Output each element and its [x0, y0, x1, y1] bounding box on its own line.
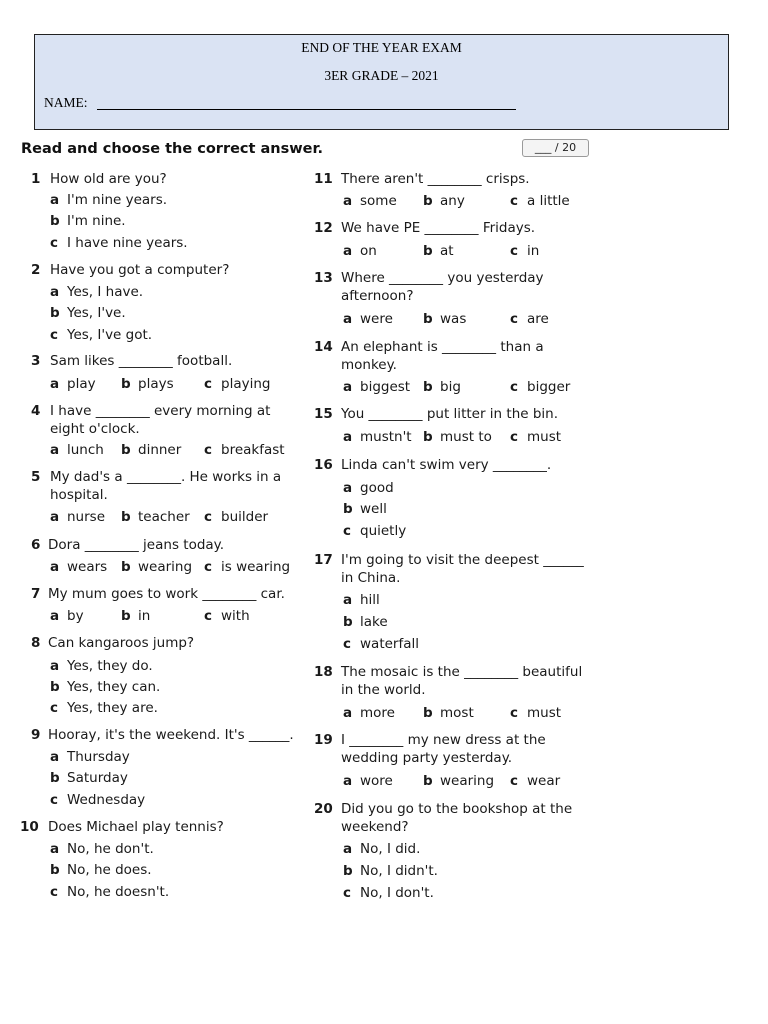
- question-text: weekend?: [341, 819, 409, 835]
- answer-option-b[interactable]: [50, 678, 160, 696]
- answer-option-a[interactable]: [343, 704, 395, 722]
- question-text: monkey.: [341, 357, 397, 373]
- option-letter: a: [343, 705, 353, 721]
- answer-option-b[interactable]: [343, 862, 438, 880]
- question-text: hospital.: [50, 487, 108, 503]
- option-letter: a: [50, 442, 60, 458]
- question-text: The mosaic is the ________ beautiful: [341, 664, 583, 680]
- option-letter: a: [343, 841, 353, 857]
- question-number: 18: [314, 664, 333, 680]
- option-letter: a: [50, 658, 60, 674]
- option-letter: c: [510, 243, 519, 259]
- answer-option-a[interactable]: [50, 375, 96, 393]
- answer-option-a[interactable]: [343, 378, 410, 396]
- question-number: 7: [31, 586, 41, 602]
- answer-option-b[interactable]: [423, 428, 492, 446]
- option-letter: a: [343, 773, 353, 789]
- question-text: I ________ my new dress at the: [341, 732, 546, 748]
- option-letter: c: [510, 705, 519, 721]
- answer-option-a[interactable]: [343, 192, 397, 210]
- option-text: wear: [527, 773, 561, 789]
- option-text: were: [360, 311, 393, 327]
- option-letter: a: [50, 376, 60, 392]
- option-text: No, he doesn't.: [67, 884, 170, 900]
- option-text: is wearing: [221, 559, 291, 575]
- answer-option-b[interactable]: [50, 769, 128, 787]
- option-text: nurse: [67, 509, 106, 525]
- option-text: teacher: [138, 509, 190, 525]
- option-letter: c: [343, 636, 352, 652]
- question-number: 1: [31, 171, 41, 187]
- option-letter: b: [50, 305, 60, 321]
- question-number: 10: [20, 819, 39, 835]
- answer-option-b[interactable]: [423, 772, 494, 790]
- option-text: No, I didn't.: [360, 863, 438, 879]
- option-letter: a: [343, 429, 353, 445]
- question-text: Hooray, it's the weekend. It's ______.: [48, 727, 294, 743]
- question-text: An elephant is ________ than a: [341, 339, 544, 355]
- answer-option-a[interactable]: [50, 191, 167, 209]
- question-text: My dad's a ________. He works in a: [50, 469, 282, 485]
- option-letter: b: [50, 862, 60, 878]
- option-letter: b: [121, 509, 131, 525]
- question-number: 2: [31, 262, 41, 278]
- question-text: wedding party yesterday.: [341, 750, 513, 766]
- option-letter: c: [50, 792, 59, 808]
- answer-option-c[interactable]: [343, 635, 419, 653]
- question-number: 14: [314, 339, 333, 355]
- option-text: mustn't: [360, 429, 412, 445]
- exam-header: [34, 34, 729, 130]
- option-letter: c: [343, 885, 352, 901]
- option-text: I'm nine.: [67, 213, 126, 229]
- answer-option-a[interactable]: [50, 558, 107, 576]
- option-letter: c: [510, 773, 519, 789]
- answer-option-c[interactable]: [510, 378, 570, 396]
- instruction-text: Read and choose the correct answer.: [21, 141, 324, 157]
- option-letter: b: [423, 193, 433, 209]
- option-text: big: [440, 379, 461, 395]
- option-text: Thursday: [67, 749, 130, 765]
- option-letter: a: [50, 284, 60, 300]
- option-letter: c: [50, 235, 59, 251]
- answer-option-c[interactable]: [204, 607, 250, 625]
- answer-option-c[interactable]: [50, 791, 145, 809]
- question-text: We have PE ________ Fridays.: [341, 220, 536, 236]
- option-text: Saturday: [67, 770, 128, 786]
- question-number: 15: [314, 406, 333, 422]
- question-text: Where ________ you yesterday: [341, 270, 544, 286]
- answer-option-b[interactable]: [50, 861, 152, 879]
- option-letter: b: [121, 559, 131, 575]
- option-text: hill: [360, 592, 380, 608]
- question-number: 11: [314, 171, 333, 187]
- option-letter: c: [204, 509, 213, 525]
- answer-option-a[interactable]: [50, 283, 143, 301]
- question-number: 13: [314, 270, 333, 286]
- option-text: Yes, I have.: [67, 284, 144, 300]
- question-number: 9: [31, 727, 41, 743]
- answer-option-b[interactable]: [121, 441, 181, 459]
- option-text: must to: [440, 429, 492, 445]
- answer-option-a[interactable]: [50, 508, 105, 526]
- option-letter: a: [50, 509, 60, 525]
- answer-option-c[interactable]: [50, 234, 188, 252]
- option-text: lunch: [67, 442, 104, 458]
- question-text: Does Michael play tennis?: [48, 819, 224, 835]
- option-letter: c: [510, 379, 519, 395]
- option-text: any: [440, 193, 465, 209]
- option-letter: b: [423, 429, 433, 445]
- option-text: wearing: [138, 559, 193, 575]
- answer-option-c[interactable]: [204, 558, 290, 576]
- question-number: 3: [31, 353, 41, 369]
- option-letter: c: [50, 700, 59, 716]
- question-text: Linda can't swim very ________.: [341, 457, 552, 473]
- option-text: Yes, I've got.: [67, 327, 153, 343]
- option-text: by: [67, 608, 84, 624]
- answer-option-b[interactable]: [343, 500, 387, 518]
- option-letter: c: [204, 608, 213, 624]
- option-text: waterfall: [360, 636, 419, 652]
- answer-option-c[interactable]: [50, 326, 152, 344]
- answer-option-b[interactable]: [423, 704, 474, 722]
- option-letter: b: [343, 863, 353, 879]
- option-text: wears: [67, 559, 108, 575]
- answer-option-b[interactable]: [121, 607, 150, 625]
- option-text: Yes, I've.: [67, 305, 126, 321]
- question-number: 6: [31, 537, 41, 553]
- answer-option-c[interactable]: [510, 428, 561, 446]
- option-text: good: [360, 480, 394, 496]
- option-letter: b: [343, 501, 353, 517]
- option-letter: a: [50, 749, 60, 765]
- option-text: in: [138, 608, 151, 624]
- option-text: builder: [221, 509, 269, 525]
- option-text: Yes, they are.: [67, 700, 158, 716]
- answer-option-c[interactable]: [50, 883, 169, 901]
- option-letter: c: [343, 523, 352, 539]
- option-letter: a: [50, 608, 60, 624]
- option-letter: b: [423, 705, 433, 721]
- option-letter: a: [343, 379, 353, 395]
- option-letter: b: [423, 773, 433, 789]
- exam-title: END OF THE YEAR EXAM: [301, 40, 462, 55]
- option-text: must: [527, 429, 562, 445]
- answer-option-b[interactable]: [423, 378, 461, 396]
- option-letter: a: [50, 192, 60, 208]
- answer-option-c[interactable]: [343, 884, 434, 902]
- question-number: 17: [314, 552, 333, 568]
- option-text: biggest: [360, 379, 411, 395]
- answer-option-c[interactable]: [204, 441, 285, 459]
- question-text: Sam likes ________ football.: [50, 353, 233, 369]
- option-text: dinner: [138, 442, 182, 458]
- option-text: on: [360, 243, 377, 259]
- question-text: I'm going to visit the deepest ______: [341, 552, 584, 568]
- answer-option-c[interactable]: [204, 508, 268, 526]
- name-field-line[interactable]: [97, 109, 516, 110]
- question-number: 8: [31, 635, 41, 651]
- option-text: well: [360, 501, 387, 517]
- answer-option-c[interactable]: [204, 375, 270, 393]
- answer-option-c[interactable]: [50, 699, 158, 717]
- option-text: I'm nine years.: [67, 192, 168, 208]
- option-text: some: [360, 193, 397, 209]
- answer-option-c[interactable]: [510, 192, 570, 210]
- option-letter: c: [510, 193, 519, 209]
- question-number: 5: [31, 469, 41, 485]
- option-text: Yes, they can.: [67, 679, 161, 695]
- answer-option-c[interactable]: [510, 310, 549, 328]
- answer-option-b[interactable]: [423, 242, 454, 260]
- answer-option-a[interactable]: [343, 840, 420, 858]
- option-text: are: [527, 311, 549, 327]
- option-letter: a: [343, 480, 353, 496]
- option-letter: a: [343, 243, 353, 259]
- option-letter: a: [343, 592, 353, 608]
- score-box: ___ / 20: [522, 139, 589, 157]
- option-text: No, he does.: [67, 862, 152, 878]
- question-text: There aren't ________ crisps.: [341, 171, 530, 187]
- option-text: breakfast: [221, 442, 285, 458]
- option-letter: b: [423, 379, 433, 395]
- name-label: NAME:: [44, 95, 88, 110]
- option-text: No, he don't.: [67, 841, 154, 857]
- answer-option-a[interactable]: [50, 607, 84, 625]
- answer-option-c[interactable]: [510, 772, 560, 790]
- option-letter: b: [50, 770, 60, 786]
- answer-option-a[interactable]: [343, 428, 412, 446]
- answer-option-a[interactable]: [343, 479, 394, 497]
- answer-option-a[interactable]: [343, 310, 393, 328]
- question-text: You ________ put litter in the bin.: [341, 406, 559, 422]
- option-letter: a: [50, 559, 60, 575]
- question-text: How old are you?: [50, 171, 167, 187]
- option-text: must: [527, 705, 562, 721]
- option-text: most: [440, 705, 474, 721]
- answer-option-a[interactable]: [50, 840, 154, 858]
- option-text: in: [527, 243, 540, 259]
- option-letter: c: [204, 376, 213, 392]
- question-text: Dora ________ jeans today.: [48, 537, 225, 553]
- option-text: with: [221, 608, 250, 624]
- option-letter: b: [50, 679, 60, 695]
- option-letter: a: [343, 311, 353, 327]
- question-number: 19: [314, 732, 333, 748]
- question-text: Have you got a computer?: [50, 262, 230, 278]
- answer-option-a[interactable]: [50, 657, 153, 675]
- option-letter: c: [510, 311, 519, 327]
- question-text: eight o'clock.: [50, 421, 140, 437]
- answer-option-a[interactable]: [343, 242, 377, 260]
- answer-option-b[interactable]: [423, 310, 466, 328]
- option-text: plays: [138, 376, 174, 392]
- option-letter: c: [510, 429, 519, 445]
- answer-option-b[interactable]: [121, 508, 190, 526]
- option-text: bigger: [527, 379, 571, 395]
- option-text: playing: [221, 376, 271, 392]
- option-text: Yes, they do.: [67, 658, 153, 674]
- answer-option-a[interactable]: [50, 748, 130, 766]
- option-letter: c: [204, 442, 213, 458]
- question-text: in the world.: [341, 682, 426, 698]
- option-text: No, I did.: [360, 841, 421, 857]
- option-letter: b: [50, 213, 60, 229]
- option-letter: b: [121, 608, 131, 624]
- answer-option-b[interactable]: [423, 192, 465, 210]
- option-letter: b: [423, 243, 433, 259]
- question-number: 12: [314, 220, 333, 236]
- question-text: My mum goes to work ________ car.: [48, 586, 285, 602]
- answer-option-b[interactable]: [343, 613, 388, 631]
- answer-option-c[interactable]: [510, 242, 539, 260]
- option-text: Wednesday: [67, 792, 146, 808]
- question-text: Can kangaroos jump?: [48, 635, 195, 651]
- option-letter: c: [204, 559, 213, 575]
- option-text: a little: [527, 193, 570, 209]
- option-letter: c: [50, 327, 59, 343]
- option-letter: b: [423, 311, 433, 327]
- answer-option-a[interactable]: [343, 591, 380, 609]
- option-text: No, I don't.: [360, 885, 434, 901]
- answer-option-c[interactable]: [343, 522, 406, 540]
- option-text: at: [440, 243, 454, 259]
- answer-option-b[interactable]: [50, 304, 126, 322]
- question-text: I have ________ every morning at: [50, 403, 271, 419]
- option-letter: a: [343, 193, 353, 209]
- answer-option-c[interactable]: [510, 704, 561, 722]
- answer-option-b[interactable]: [121, 558, 192, 576]
- question-number: 4: [31, 403, 41, 419]
- answer-option-a[interactable]: [343, 772, 393, 790]
- question-text: Did you go to the bookshop at the: [341, 801, 573, 817]
- exam-grade: 3ER GRADE – 2021: [324, 68, 439, 83]
- option-letter: a: [50, 841, 60, 857]
- question-number: 16: [314, 457, 333, 473]
- option-text: more: [360, 705, 395, 721]
- answer-option-a[interactable]: [50, 441, 104, 459]
- option-text: lake: [360, 614, 388, 630]
- option-letter: c: [50, 884, 59, 900]
- question-text: afternoon?: [341, 288, 414, 304]
- option-letter: b: [121, 376, 131, 392]
- answer-option-b[interactable]: [121, 375, 174, 393]
- option-text: wore: [360, 773, 393, 789]
- option-letter: b: [121, 442, 131, 458]
- option-text: quietly: [360, 523, 407, 539]
- answer-option-b[interactable]: [50, 212, 126, 230]
- question-number: 20: [314, 801, 333, 817]
- question-text: in China.: [341, 570, 401, 586]
- option-text: wearing: [440, 773, 495, 789]
- option-text: was: [440, 311, 467, 327]
- option-text: play: [67, 376, 96, 392]
- option-text: I have nine years.: [67, 235, 188, 251]
- option-letter: b: [343, 614, 353, 630]
